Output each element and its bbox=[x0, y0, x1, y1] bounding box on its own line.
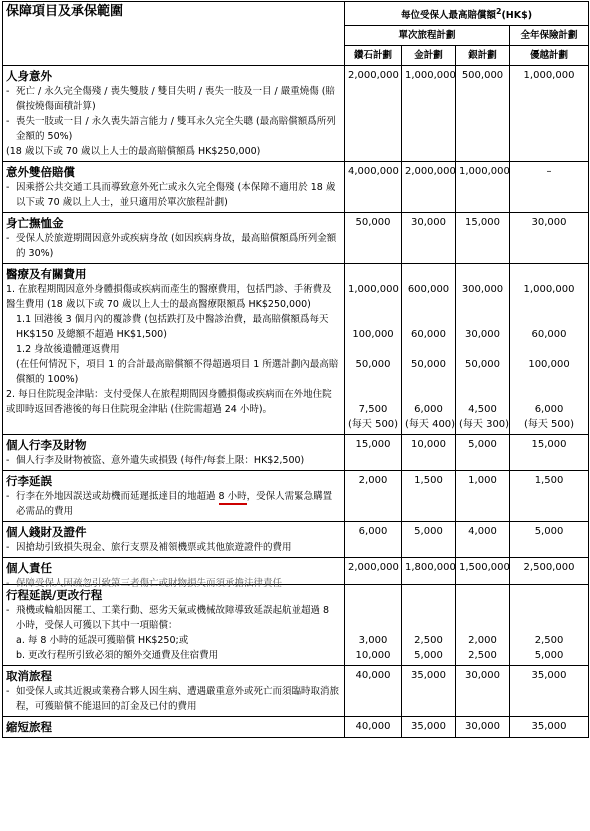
value-diamond: 6,000 bbox=[345, 522, 402, 558]
medical-1-2-value: 100,000 bbox=[528, 359, 570, 371]
bullet-item: - 飛機或輪船因罷工、工業行動、惡劣天氣或機械故障導致延誤起航並超過 8 小時，受保人可獲以下其中一項賠償： bbox=[6, 603, 341, 633]
cell-desc bbox=[3, 522, 345, 558]
value-silver: 1,000,000 bbox=[456, 162, 510, 213]
medical-1-value: 600,000 bbox=[407, 284, 450, 296]
header-row-1 bbox=[3, 2, 589, 26]
section-title: 個人錢財及證件 bbox=[6, 525, 87, 540]
value-gold: 1,800,000 bbox=[402, 558, 456, 585]
header-single-trip: 單次旅程計劃 bbox=[345, 26, 510, 46]
value-premium: – bbox=[510, 162, 589, 213]
value-gold: 35,000 bbox=[402, 666, 456, 717]
bullet-item: - 如受保人或其近親或業務合夥人因生病、遭遇嚴重意外或死亡而須臨時取消旅程，可獲賠償不能退回的訂金及已付的費用 bbox=[6, 684, 341, 714]
value-silver: 1,500,000 bbox=[456, 558, 510, 585]
option-b-value: 2,500 bbox=[468, 650, 497, 662]
medical-2-daily: (每天 300) bbox=[459, 419, 510, 431]
row-personal-accident bbox=[3, 66, 589, 162]
option-b-value: 5,000 bbox=[534, 650, 564, 662]
medical-1-1-value: 60,000 bbox=[531, 329, 567, 341]
header-annual: 全年保險計劃 bbox=[510, 26, 589, 46]
medical-1-2-value: 50,000 bbox=[465, 359, 500, 371]
cell-desc bbox=[3, 558, 345, 590]
row-baggage-delay bbox=[3, 471, 589, 522]
bullet-item: - 喪失一肢或一目 / 永久喪失語言能力 / 雙耳永久完全失聰 (最高賠償額爲所列金額的 50%) bbox=[6, 114, 341, 144]
row-medical bbox=[3, 264, 589, 435]
section-title: 取消旅程 bbox=[6, 669, 52, 684]
value-silver: 30,000 bbox=[456, 717, 510, 738]
value-silver: 4,000 bbox=[456, 522, 510, 558]
medical-1-1-value: 60,000 bbox=[411, 329, 446, 341]
section-title: 行程延誤/更改行程 bbox=[6, 588, 103, 603]
value-silver: 30,000 bbox=[456, 666, 510, 717]
value-silver: 15,000 bbox=[456, 213, 510, 264]
cell-desc bbox=[3, 213, 345, 264]
value-silver: 500,000 bbox=[456, 66, 510, 162]
row-double-indemnity bbox=[3, 162, 589, 213]
section-title: 行李延誤 bbox=[6, 474, 52, 489]
header-coverage-items: 保障項目及承保範圍 bbox=[3, 2, 345, 66]
bullet-item: - 行李在外地因誤送或劫機而延遲抵達目的地超過 8 小時，受保人需緊急購置必需品的費用 bbox=[6, 489, 341, 519]
cell-desc bbox=[3, 162, 345, 213]
row-baggage bbox=[3, 435, 589, 471]
value-premium: 5,000 bbox=[510, 522, 589, 558]
medical-2-daily: (每天 500) bbox=[523, 419, 575, 431]
medical-item-1-2-note: (在任何情況下，項目 1 的合計最高賠償額不得超過項目 1 所選計劃內最高賠償額的 100%) bbox=[16, 359, 339, 386]
value-gold: 2,000,000 bbox=[402, 162, 456, 213]
value-gold: 35,000 bbox=[402, 717, 456, 738]
row-travel-delay bbox=[3, 585, 589, 666]
option-a-value: 3,000 bbox=[358, 635, 388, 647]
value-diamond: 40,000 bbox=[345, 717, 402, 738]
value-premium bbox=[510, 585, 589, 666]
medical-1-value: 1,000,000 bbox=[523, 284, 575, 296]
row-trip-cancellation bbox=[3, 666, 589, 717]
option-a-value: 2,000 bbox=[468, 635, 497, 647]
bullet-item: - 因搶劫引致損失現金、旅行支票及補領機票或其他旅遊證件的費用 bbox=[6, 540, 341, 555]
section-title: 醫療及有關費用 bbox=[6, 267, 87, 282]
section-title: 個人責任 bbox=[6, 561, 52, 576]
medical-item-1-1: 1.1 回港後 3 個月內的覆診費 (包括跌打及中醫診治費，最高賠償額爲每天 HK$150 及總額不超過 HK$1,500) bbox=[16, 314, 329, 341]
option-a-value: 2,500 bbox=[414, 635, 443, 647]
bullet-item: - 死亡 / 永久完全傷殘 / 喪失雙肢 / 雙目失明 / 喪失一肢及一目 / 嚴重燒傷 (賠償按燒傷面積計算) bbox=[6, 84, 341, 114]
value-premium: 1,000,000 bbox=[510, 66, 589, 162]
value-premium: 2,500,000 bbox=[510, 558, 589, 585]
medical-1-1-value: 30,000 bbox=[465, 329, 500, 341]
option-b: b. 更改行程所引致必須的額外交通費及住宿費用 bbox=[16, 650, 219, 662]
cell-desc bbox=[3, 471, 345, 522]
cell-desc bbox=[3, 666, 345, 717]
value-diamond: 2,000,000 bbox=[345, 66, 402, 162]
medical-item-1: 1. 在旅程期間因意外身體損傷或疾病而產生的醫療費用，包括門診、手術費及醫生費用 (18 歲以下或 70 歲以上人士的最高醫療限額爲 HK$250,000) bbox=[6, 284, 332, 311]
cell-desc bbox=[3, 717, 345, 738]
value-premium: 35,000 bbox=[510, 666, 589, 717]
medical-item-1-2: 1.2 身故後遺體運返費用 bbox=[16, 344, 120, 356]
value-diamond: 4,000,000 bbox=[345, 162, 402, 213]
bullet-item: - 因乘搭公共交通工具而導致意外死亡或永久完全傷殘 (本保障不適用於 18 歲以下或 70 歲以上人士，並只適用於單次旅程計劃) bbox=[6, 180, 341, 210]
value-gold: 1,500 bbox=[402, 471, 456, 522]
section-title: 個人行李及財物 bbox=[6, 438, 87, 453]
medical-2-value: 6,000 bbox=[534, 404, 564, 416]
row-personal-money bbox=[3, 522, 589, 558]
value-premium: 1,500 bbox=[510, 471, 589, 522]
value-premium: 35,000 bbox=[510, 717, 589, 738]
header-silver: 銀計劃 bbox=[456, 46, 510, 66]
value-premium bbox=[510, 264, 589, 435]
medical-2-value: 6,000 bbox=[414, 404, 443, 416]
value-premium: 30,000 bbox=[510, 213, 589, 264]
medical-1-2-value: 50,000 bbox=[355, 359, 391, 371]
medical-2-daily: (每天 500) bbox=[348, 419, 399, 431]
coverage-table bbox=[2, 1, 589, 738]
cell-desc bbox=[3, 264, 345, 435]
medical-2-value: 7,500 bbox=[358, 404, 388, 416]
header-premium: 優越計劃 bbox=[510, 46, 589, 66]
medical-1-value: 1,000,000 bbox=[348, 284, 399, 296]
bullet-item: - 個人行李及財物被盜、意外遺失或損毀 (每件/每套上限：HK$2,500) bbox=[6, 453, 341, 468]
value-diamond: 15,000 bbox=[345, 435, 402, 471]
header-max-benefit: 每位受保人最高賠償額$^2$(HK$) bbox=[345, 2, 589, 26]
value-silver: 5,000 bbox=[456, 435, 510, 471]
medical-2-value: 4,500 bbox=[468, 404, 497, 416]
value-diamond: 2,000,000 bbox=[345, 558, 402, 585]
value-diamond: 40,000 bbox=[345, 666, 402, 717]
section-title: 意外雙倍賠償 bbox=[6, 165, 75, 180]
value-diamond: 50,000 bbox=[345, 213, 402, 264]
section-title: 人身意外 bbox=[6, 69, 52, 84]
row-death-benefit bbox=[3, 213, 589, 264]
section-title: 縮短旅程 bbox=[6, 720, 52, 735]
value-diamond bbox=[345, 264, 402, 435]
value-gold bbox=[402, 585, 456, 666]
section-title: 身亡撫恤金 bbox=[6, 216, 64, 231]
value-diamond: 2,000 bbox=[345, 471, 402, 522]
header-gold: 金計劃 bbox=[402, 46, 456, 66]
value-silver bbox=[456, 585, 510, 666]
value-gold: 1,000,000 bbox=[402, 66, 456, 162]
medical-2-daily: (每天 400) bbox=[405, 419, 456, 431]
bullet-item: - 受保人於旅遊期間因意外或疾病身故 (如因疾病身故，最高賠償額爲所列金額的 30%) bbox=[6, 231, 341, 261]
row-personal-liability bbox=[3, 558, 589, 585]
value-silver: 1,000 bbox=[456, 471, 510, 522]
value-gold bbox=[402, 264, 456, 435]
medical-1-1-value: 100,000 bbox=[352, 329, 394, 341]
row-trip-curtailment bbox=[3, 717, 589, 738]
option-b-value: 5,000 bbox=[414, 650, 443, 662]
value-diamond bbox=[345, 585, 402, 666]
value-gold: 5,000 bbox=[402, 522, 456, 558]
medical-1-2-value: 50,000 bbox=[411, 359, 446, 371]
value-premium: 15,000 bbox=[510, 435, 589, 471]
header-diamond: 鑽石計劃 bbox=[345, 46, 402, 66]
value-gold: 30,000 bbox=[402, 213, 456, 264]
bullet-item: - 保障受保人因疏忽引致第三者傷亡或財物損失而須承擔法律責任 bbox=[6, 576, 341, 582]
cell-desc bbox=[3, 435, 345, 471]
medical-item-2: 2. 每日住院現金津貼：支付受保人在旅程期間因身體損傷或疾病而在外地住院或即時返回香港後的每日住院現金津貼 (住院需超過 24 小時)。 bbox=[6, 389, 332, 416]
option-a-value: 2,500 bbox=[534, 635, 564, 647]
note: (18 歲以下或 70 歲以上人士的最高賠償額爲 HK$250,000) bbox=[6, 146, 261, 158]
medical-1-value: 300,000 bbox=[461, 284, 504, 296]
option-a: a. 每 8 小時的延誤可獲賠償 HK$250;或 bbox=[16, 635, 189, 647]
value-silver bbox=[456, 264, 510, 435]
cell-desc bbox=[3, 66, 345, 162]
value-gold: 10,000 bbox=[402, 435, 456, 471]
highlight-underline: 8 小時 bbox=[219, 491, 247, 505]
cell-desc bbox=[3, 585, 345, 666]
option-b-value: 10,000 bbox=[355, 650, 391, 662]
